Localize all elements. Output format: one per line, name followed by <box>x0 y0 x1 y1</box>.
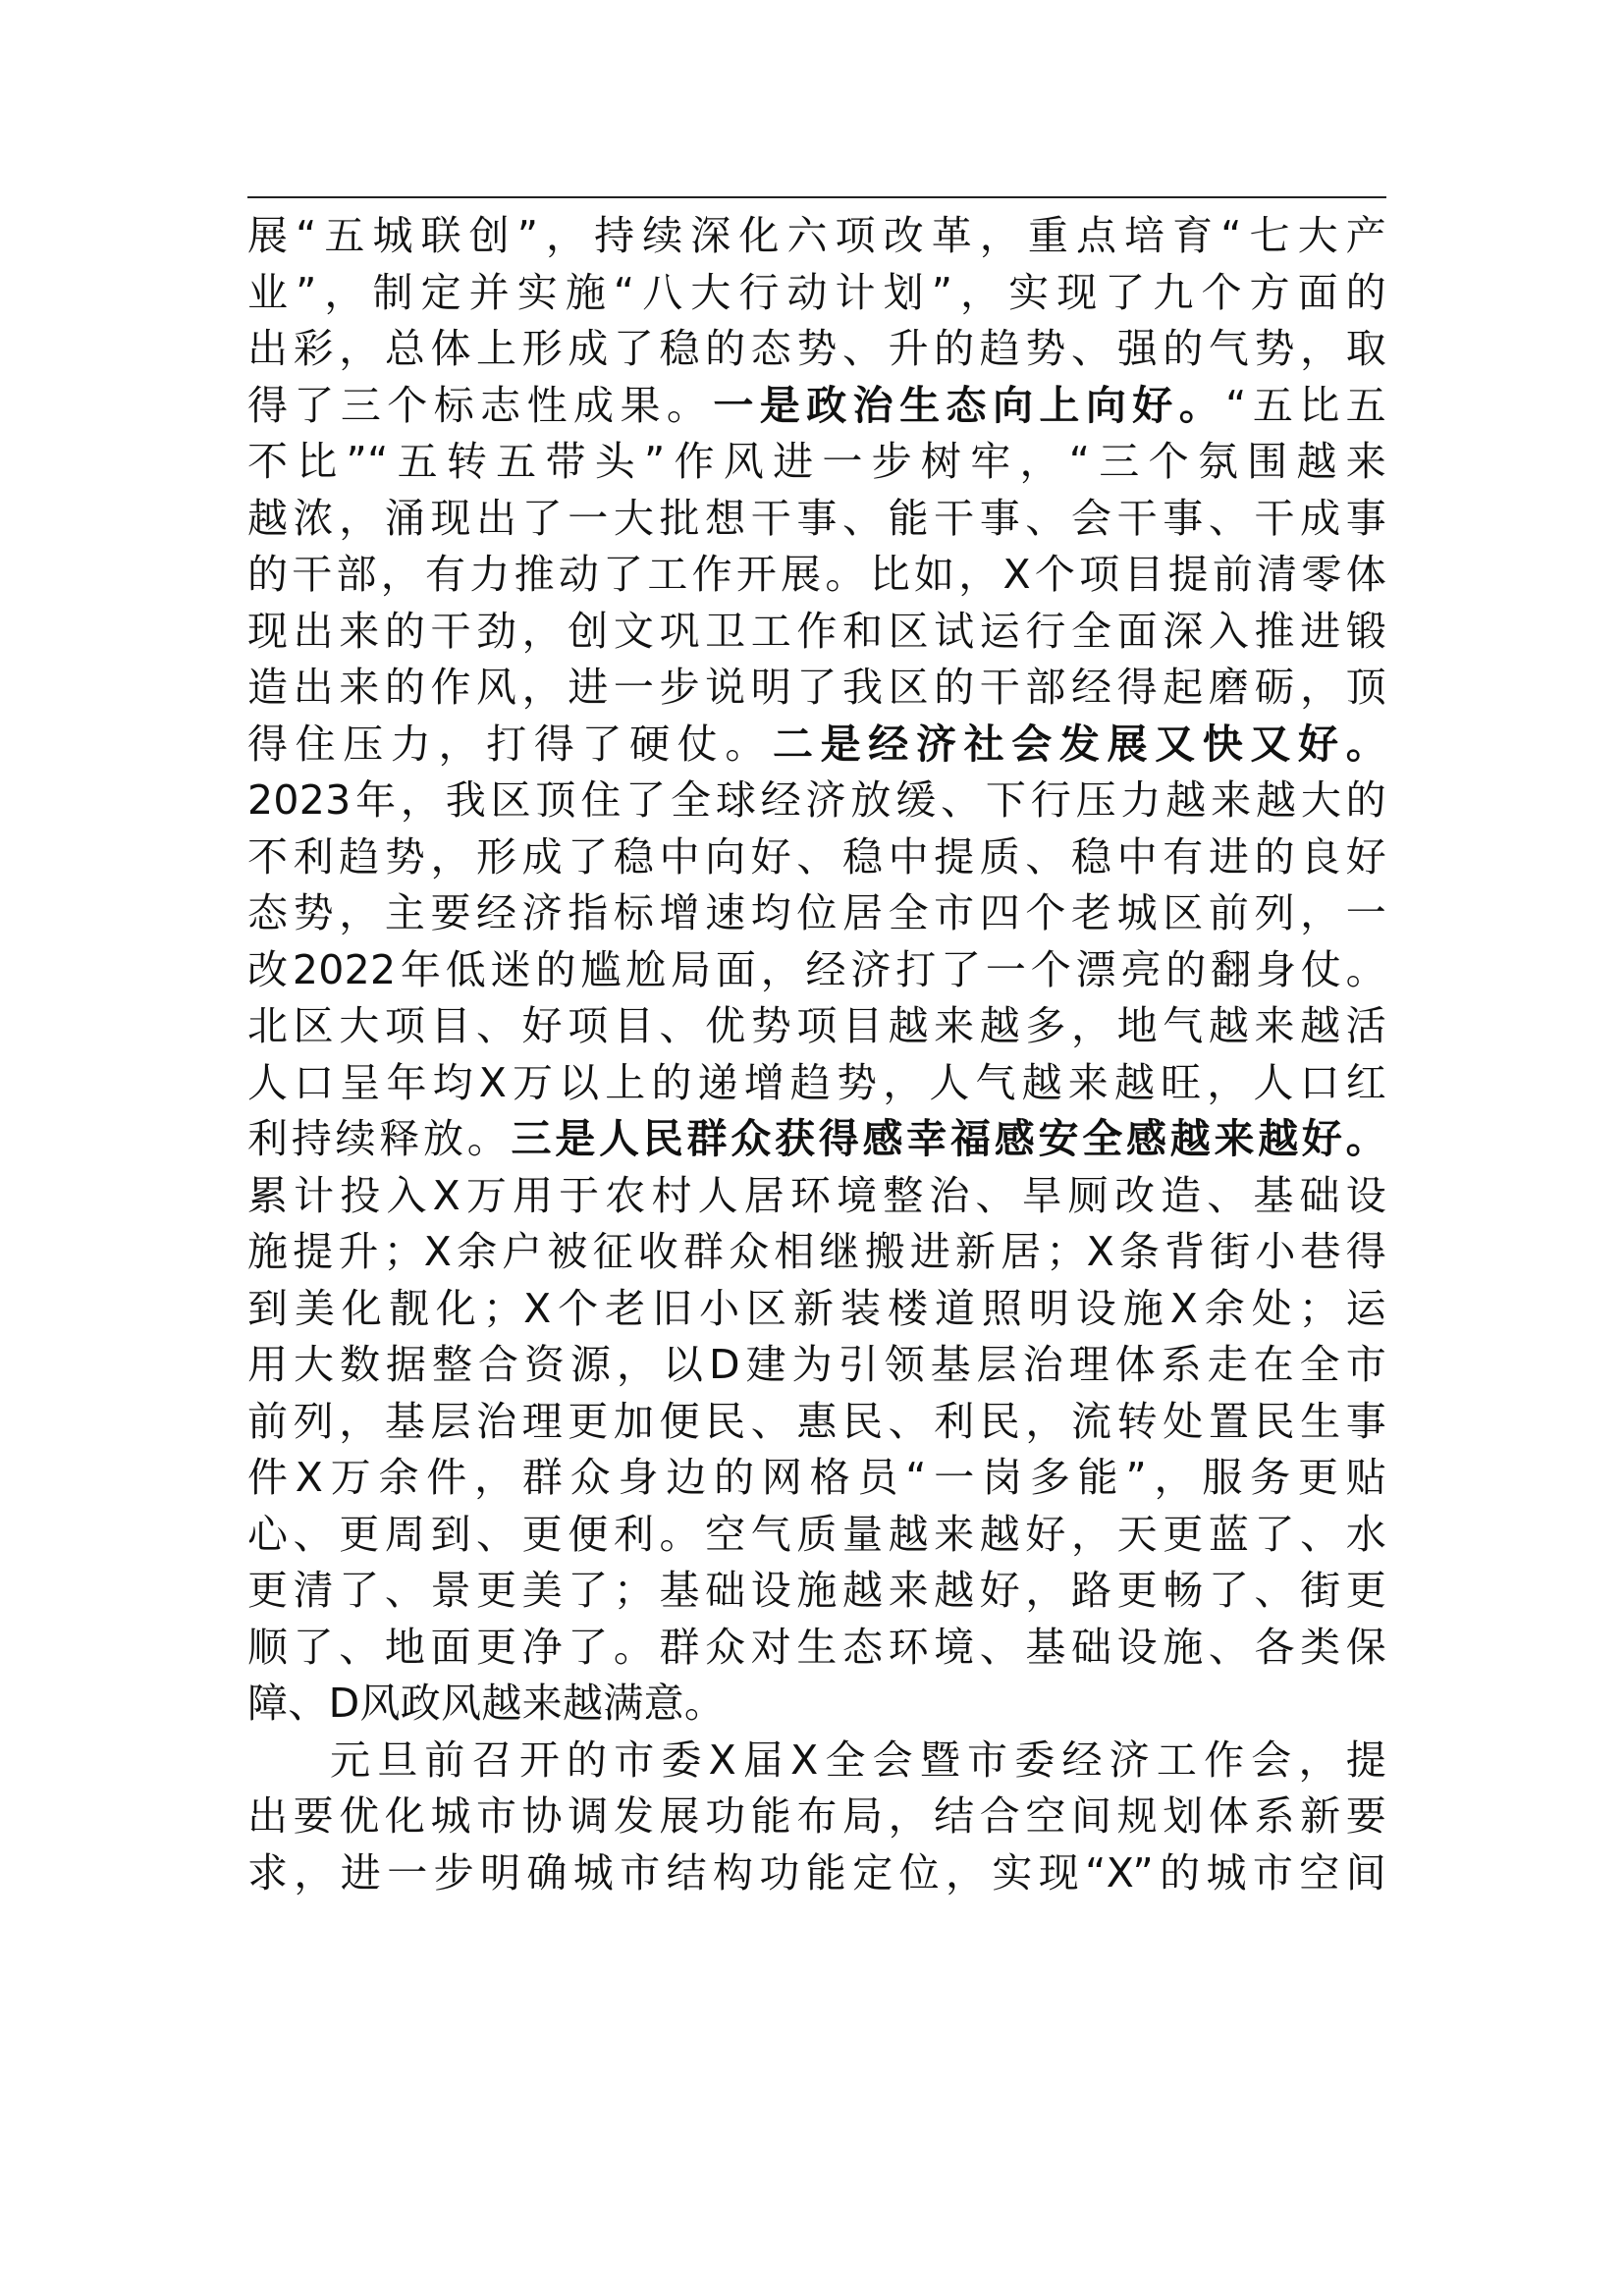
text-span: 心、更周到、更便利。空气质量越来越好，天更蓝了、水 <box>247 1510 1386 1558</box>
text-line <box>247 208 1386 265</box>
text-span: 出彩，总体上形成了稳的态势、升的趋势、强的气势，取 <box>247 325 1386 372</box>
text-span: 态势，主要经济指标增速均位居全市四个老城区前列，一 <box>247 889 1386 936</box>
text-line <box>247 1337 1386 1394</box>
text-span: 顺了、地面更净了。群众对生态环境、基础设施、各类保 <box>247 1623 1386 1671</box>
text-line <box>247 885 1386 942</box>
text-span: 前列，基层治理更加便民、惠民、利民，流转处置民生事 <box>247 1397 1386 1445</box>
text-span: 求，进一步明确城市结构功能定位，实现“X”的城市空间 <box>247 1848 1386 1896</box>
text-line <box>247 321 1386 378</box>
text-span: 越浓，涌现出了一大批想干事、能干事、会干事、干成事 <box>247 494 1386 542</box>
text-span: 不利趋势，形成了稳中向好、稳中提质、稳中有进的良好 <box>247 832 1386 881</box>
text-span: 到美化靓化；X个老旧小区新装楼道照明设施X余处；运 <box>247 1284 1386 1332</box>
text-span: 用大数据整合资源，以D建为引领基层治理体系走在全市 <box>247 1341 1386 1388</box>
text-span: 的干部，有力推动了工作开展。比如，X个项目提前清零体 <box>247 551 1386 598</box>
text-span: 累计投入X万用于农村人居环境整治、旱厕改造、基础设 <box>247 1171 1386 1219</box>
bold-heading-text: 二是经济社会发展又快又好。 <box>773 720 1386 768</box>
text-line <box>247 942 1386 999</box>
text-line <box>247 1845 1386 1902</box>
text-line <box>247 1733 1386 1789</box>
text-line <box>247 378 1386 435</box>
text-line <box>247 491 1386 548</box>
text-line <box>247 1055 1386 1112</box>
text-span: 造出来的作风，进一步说明了我区的干部经得起磨砺，顶 <box>247 664 1386 711</box>
text-line <box>247 829 1386 886</box>
text-line <box>247 1620 1386 1677</box>
text-line <box>247 1563 1386 1620</box>
text-span: 件X万余件，群众身边的网格员“一岗多能”，服务更贴 <box>247 1454 1386 1501</box>
text-span: 不比”“五转五带头”作风进一步树牢，“三个氛围越来 <box>247 438 1386 485</box>
text-line <box>247 1111 1386 1168</box>
text-line <box>247 434 1386 491</box>
bold-heading-text: 一是政治生态向上向好。 <box>713 381 1226 429</box>
text-line <box>247 1676 1386 1733</box>
text-line <box>247 604 1386 661</box>
text-span: 人口呈年均X万以上的递增趋势，人气越来越旺，人口红 <box>247 1058 1386 1106</box>
text-span: 2023年，我区顶住了全球经济放缓、下行压力越来越大的 <box>247 776 1386 824</box>
text-line <box>247 547 1386 604</box>
text-span: 施提升；X余户被征收群众相继搬进新居；X条背街小巷得 <box>247 1228 1386 1275</box>
text-span: 障、D风政风越来越满意。 <box>247 1680 726 1727</box>
text-span: 展“五城联创”，持续深化六项改革，重点培育“七大产 <box>247 212 1386 259</box>
bold-heading-text: 三是人民群众获得感幸福感安全感越来越好。 <box>511 1115 1386 1162</box>
text-line <box>247 1789 1386 1845</box>
text-span: 得住压力，打得了硬仗。 <box>247 720 774 768</box>
text-span: 改2022年低迷的尴尬局面，经济打了一个漂亮的翻身仗。 <box>247 945 1386 993</box>
text-span: 业”，制定并实施“八大行动计划”，实现了九个方面的 <box>247 268 1386 316</box>
text-line <box>247 1281 1386 1338</box>
text-line <box>247 1394 1386 1451</box>
text-span: 利持续释放。 <box>247 1115 512 1162</box>
header-rule <box>247 196 1386 198</box>
text-line <box>247 1224 1386 1281</box>
text-span: 北区大项目、好项目、优势项目越来越多，地气越来越活 <box>247 1002 1386 1049</box>
text-line <box>247 1507 1386 1564</box>
text-span: 得了三个标志性成果。 <box>247 381 714 429</box>
document-body <box>247 208 1386 1901</box>
text-line <box>247 265 1386 322</box>
text-line <box>247 717 1386 774</box>
text-span: 出要优化城市协调发展功能布局，结合空间规划体系新要 <box>247 1792 1386 1840</box>
text-span: 元旦前召开的市委X届X全会暨市委经济工作会，提 <box>330 1735 1386 1784</box>
text-span: “五比五 <box>1225 381 1386 429</box>
text-line <box>247 773 1386 829</box>
text-line <box>247 1450 1386 1507</box>
text-line <box>247 660 1386 717</box>
text-line <box>247 998 1386 1055</box>
text-span: 现出来的干劲，创文巩卫工作和区试运行全面深入推进锻 <box>247 607 1386 655</box>
text-span: 更清了、景更美了；基础设施越来越好，路更畅了、街更 <box>247 1567 1386 1614</box>
text-line <box>247 1168 1386 1225</box>
